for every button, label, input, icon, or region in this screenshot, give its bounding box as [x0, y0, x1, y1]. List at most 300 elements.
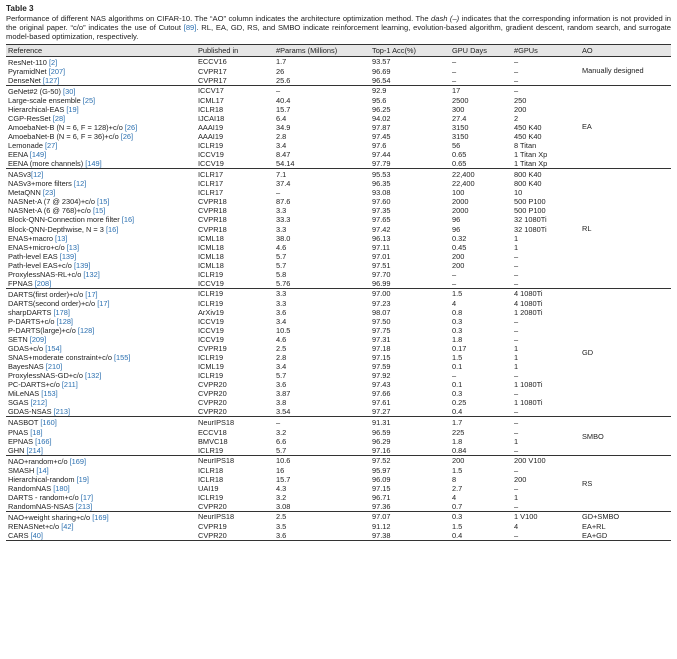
reference-name: GDAS-NSAS [8, 407, 54, 417]
cell-published-in: ICLR18 [198, 465, 224, 475]
cell-gpus: – [514, 483, 519, 493]
reference-citation[interactable]: [169] [69, 456, 87, 466]
cell-published-in: IJCAI18 [198, 113, 225, 123]
reference-citation[interactable]: [27] [44, 141, 58, 151]
cell-reference [6, 261, 196, 270]
reference-name: ENAS+micro+c/o [8, 242, 67, 252]
cell-gpu-days: – [452, 66, 457, 76]
cell-ao: GD [580, 288, 671, 417]
cell-reference [6, 511, 196, 522]
cell-gpu-days: 100 [452, 188, 465, 198]
cell-gpu-days: 96 [452, 215, 461, 225]
cell-reference [6, 76, 196, 86]
cell-top1-acc: 91.12 [372, 522, 391, 531]
reference-citation[interactable]: [12] [31, 170, 44, 180]
table-row [6, 114, 671, 123]
cell-published-in: CVPR17 [198, 66, 227, 76]
cell-published-in: ICCV17 [196, 85, 274, 96]
table-row [6, 428, 671, 437]
cell-top1-acc: 97.44 [372, 150, 391, 160]
cell-gpus: 450 K40 [514, 122, 542, 132]
cell-gpu-days: 0.1 [452, 380, 463, 390]
reference-citation[interactable]: [128] [56, 316, 73, 326]
reference-citation[interactable]: [212] [30, 398, 48, 408]
cell-gpu-days: 1.5 [452, 353, 463, 363]
cell-params: 3.2 [276, 427, 287, 437]
cell-gpus: – [514, 75, 519, 85]
reference-citation[interactable]: [13] [55, 233, 68, 243]
cell-top1-acc: 94.02 [372, 113, 391, 123]
cell-gpus: 1 1080Ti [514, 398, 543, 408]
cell-reference [6, 215, 196, 224]
reference-name: SMASH [8, 465, 37, 475]
cell-reference [6, 417, 196, 428]
reference-name: EPNAS [8, 436, 36, 446]
cell-gpu-days: 225 [452, 427, 465, 437]
cell-gpus: 1 [514, 242, 519, 252]
cell-params: 33.3 [276, 215, 291, 225]
cell-gpus: – [514, 269, 519, 279]
cell-published-in: ICLR19 [198, 269, 224, 279]
cell-top1-acc: 97.50 [372, 316, 391, 326]
cell-published-in: CVPR18 [198, 206, 227, 216]
reference-name: ResNet-110 [8, 57, 49, 67]
reference-citation[interactable]: [178] [53, 307, 70, 317]
cell-gpus: – [514, 66, 519, 76]
cell-top1-acc: 97.15 [372, 483, 391, 493]
cell-gpus: 1 2080Ti [514, 307, 543, 317]
cell-params: 5.7 [276, 371, 287, 381]
cell-top1-acc: 97.16 [372, 445, 391, 455]
cell-published-in: ICCV19 [198, 150, 224, 160]
reference-name: NASNet-A (7 @ 2304)+c/o [8, 197, 98, 207]
cell-gpus: – [514, 260, 519, 270]
cell-gpus: – [514, 407, 519, 417]
cell-ao: GD+SMBO [580, 511, 671, 522]
cell-reference [6, 362, 196, 371]
cell-reference [6, 502, 196, 512]
reference-citation[interactable]: [213] [53, 407, 71, 417]
cell-reference [6, 96, 196, 105]
reference-citation[interactable]: [169] [92, 512, 109, 522]
cell-reference [6, 67, 196, 76]
table-row [6, 417, 671, 428]
cell-gpus: – [514, 445, 519, 455]
table-row [6, 67, 671, 76]
cell-params: 10.5 [276, 326, 291, 336]
caption-text: Performance of different NAS algorithms on CIFAR-10. The “AO” column indicates the architecture optimization method. The [6, 14, 432, 23]
cell-published-in: ECCV18 [198, 427, 227, 437]
cell-published-in: UAI19 [198, 483, 219, 493]
cell-top1-acc: 97.45 [372, 132, 391, 142]
reference-citation[interactable]: [16] [121, 215, 135, 225]
cell-published-in: CVPR20 [198, 398, 227, 408]
cell-gpu-days: – [452, 75, 457, 85]
cell-gpu-days: 0.17 [452, 344, 467, 354]
reference-citation[interactable]: [40] [30, 531, 43, 541]
caption-text: . RL, EA, GD, RS, and SMBO indicate reinforcement learning, evolution-based algorithm, gradient descent, random search, and surrogate model-based optimization, respectively. [6, 23, 671, 42]
reference-citation[interactable]: [160] [40, 418, 57, 428]
cell-gpu-days: 1.7 [450, 417, 512, 428]
reference-citation[interactable]: [14] [36, 465, 49, 475]
cell-published-in: CVPR18 [198, 197, 227, 207]
table-row [6, 437, 671, 446]
cell-gpu-days: 1.8 [452, 436, 463, 446]
cell-gpu-days: 1.5 [450, 288, 512, 299]
reference-citation[interactable]: [28] [52, 113, 66, 123]
table-row [6, 326, 671, 335]
cell-gpu-days: 0.32 [452, 233, 467, 243]
cell-reference [6, 531, 196, 541]
reference-citation[interactable]: [149] [85, 159, 102, 169]
cell-gpus: 32 1080Ti [514, 224, 547, 234]
cell-top1-acc: 96.54 [372, 75, 391, 85]
table-row [6, 475, 671, 484]
cell-gpus: 1 [514, 344, 519, 354]
cell-gpus: – [514, 326, 519, 336]
table-row [6, 380, 671, 389]
reference-name: GeNet#2 (G-50) [8, 86, 64, 96]
cell-top1-acc: 97.79 [372, 159, 391, 169]
cell-gpu-days: 0.4 [450, 531, 512, 541]
nas-results-table [6, 44, 671, 541]
cell-published-in: ECCV16 [196, 56, 274, 67]
reference-name: RandomNAS [8, 483, 54, 493]
cell-params: – [274, 417, 370, 428]
cell-published-in: ICML17 [198, 95, 224, 105]
table-row [6, 317, 671, 326]
reference-citation[interactable]: [214] [26, 445, 43, 455]
table-row [6, 85, 671, 96]
reference-citation[interactable]: [132] [83, 269, 100, 279]
reference-citation[interactable]: [213] [75, 501, 93, 511]
reference-name: BayesNAS [8, 362, 46, 372]
cell-top1-acc: 97.15 [372, 353, 391, 363]
cell-ao: EA [580, 85, 671, 168]
cell-top1-acc: 97.70 [372, 269, 391, 279]
reference-name: GDAS+c/o [8, 344, 46, 354]
table-row [6, 288, 671, 299]
reference-name: DARTS(first order)+c/o [8, 289, 86, 299]
table-row [6, 511, 671, 522]
table-row [6, 141, 671, 150]
cell-reference [6, 243, 196, 252]
reference-name: FPNAS [8, 278, 35, 288]
reference-citation[interactable]: [153] [41, 389, 58, 399]
cell-params: – [274, 85, 370, 96]
cell-params: 3.3 [276, 206, 287, 216]
reference-name: SNAS+moderate constraint+c/o [8, 353, 114, 363]
cell-published-in: ICCV19 [198, 278, 224, 288]
reference-citation[interactable]: [209] [29, 335, 47, 345]
reference-citation[interactable]: [2] [48, 57, 58, 67]
reference-name: DARTS - random+c/o [8, 492, 81, 502]
cell-params: 3.6 [274, 531, 370, 541]
cell-gpus: 200 [514, 474, 527, 484]
reference-name: NASBOT [8, 418, 41, 428]
reference-citation[interactable]: [17] [80, 492, 94, 502]
cell-ao: EA+GD [580, 531, 671, 541]
cell-top1-acc: 97.61 [372, 398, 391, 408]
reference-citation[interactable]: [13] [66, 242, 80, 252]
cell-top1-acc: 97.18 [372, 344, 391, 354]
reference-name: Block-QNN-Connection more filter [8, 215, 122, 225]
cell-published-in: ICCV19 [198, 316, 224, 326]
reference-citation[interactable]: [211] [61, 380, 78, 390]
cell-top1-acc: 93.08 [372, 188, 391, 198]
header-ao: AO [580, 44, 671, 56]
cell-top1-acc: 97.31 [372, 335, 391, 345]
cell-gpus: – [514, 316, 519, 326]
reference-citation[interactable]: [42] [61, 522, 74, 531]
cell-reference [6, 407, 196, 417]
reference-citation[interactable]: [154] [45, 344, 62, 354]
cell-published-in: ICLR19 [198, 492, 224, 502]
cell-published-in: NeurIPS18 [196, 417, 274, 428]
reference-name: P-DARTS(large)+c/o [8, 326, 78, 336]
cell-top1-acc: 97.87 [372, 122, 391, 132]
reference-citation[interactable]: [139] [73, 260, 91, 270]
reference-citation[interactable]: [149] [29, 150, 47, 160]
cell-params: 3.4 [276, 141, 287, 151]
cell-params: 3.54 [276, 407, 291, 417]
cell-top1-acc: 96.29 [372, 436, 391, 446]
reference-citation[interactable]: [18] [30, 427, 43, 437]
reference-citation[interactable]: [16] [105, 224, 119, 234]
cell-gpu-days: – [452, 371, 457, 381]
cell-params: 8.47 [276, 150, 291, 160]
cell-top1-acc: 97.01 [372, 251, 391, 261]
table-header-row [6, 44, 671, 56]
reference-citation[interactable]: [127] [42, 75, 60, 85]
reference-name: GHN [8, 445, 27, 455]
cell-params: 2.5 [276, 344, 287, 354]
reference-name: PyramidNet [8, 66, 49, 76]
reference-citation[interactable]: [180] [53, 483, 70, 493]
reference-citation[interactable]: [23] [42, 188, 56, 198]
cell-reference [6, 234, 196, 243]
cell-top1-acc: 96.09 [372, 474, 391, 484]
cell-params: 5.7 [276, 445, 287, 455]
cell-top1-acc: 98.07 [372, 307, 391, 317]
reference-name: PC-DARTS+c/o [8, 380, 62, 390]
table-row [6, 96, 671, 105]
cell-gpus: – [514, 465, 519, 475]
cell-params: 7.1 [274, 169, 370, 180]
table-row [6, 243, 671, 252]
table-label: Table 3 [6, 4, 34, 13]
cell-gpus: 10 [514, 188, 523, 198]
cell-params: 40.4 [276, 95, 291, 105]
cell-params: 3.8 [276, 398, 287, 408]
cell-gpus: 800 K40 [514, 179, 542, 189]
cell-reference [6, 380, 196, 389]
cell-ao: RL [580, 169, 671, 289]
cell-gpu-days: 300 [452, 104, 465, 114]
cell-gpu-days: 0.65 [452, 150, 467, 160]
cell-params: 3.3 [276, 298, 287, 308]
cell-reference [6, 317, 196, 326]
cell-top1-acc: 97.59 [372, 362, 391, 372]
cell-published-in: CVPR20 [196, 531, 274, 541]
reference-citation[interactable]: [25] [82, 95, 96, 105]
cell-params: 6.6 [276, 436, 287, 446]
reference-name: DARTS(second order)+c/o [8, 298, 98, 308]
cell-gpu-days: 200 [452, 251, 465, 261]
cell-published-in: ICLR17 [196, 169, 274, 180]
cell-published-in: CVPR17 [198, 75, 227, 85]
cell-ao: EA+RL [582, 522, 606, 531]
header-top1-acc: Top-1 Acc(%) [370, 44, 450, 56]
cell-published-in: CVPR18 [198, 215, 227, 225]
table-row [6, 362, 671, 371]
cell-published-in: ICML18 [198, 251, 224, 261]
cell-reference [6, 484, 196, 493]
cell-top1-acc: 96.13 [372, 233, 391, 243]
cell-gpu-days: 0.3 [452, 326, 463, 336]
table-row [6, 299, 671, 308]
reference-name: RENASNet+c/o [8, 522, 62, 531]
cell-params: 1.7 [274, 56, 370, 67]
reference-citation[interactable]: [17] [97, 298, 110, 308]
cell-gpus: 450 K40 [514, 132, 542, 142]
reference-citation[interactable]: [128] [77, 326, 95, 336]
cell-params: 2.5 [274, 511, 370, 522]
reference-citation[interactable]: [166] [35, 436, 52, 446]
cell-reference [6, 225, 196, 234]
cell-gpu-days: 1.5 [452, 465, 463, 475]
cell-published-in: CVPR20 [198, 380, 227, 390]
page [6, 4, 671, 541]
table-row [6, 105, 671, 114]
cell-published-in: ICLR19 [198, 445, 224, 455]
cell-gpus: 1 [514, 362, 519, 372]
cell-gpus: – [514, 251, 519, 261]
table-row [6, 56, 671, 67]
table-row [6, 484, 671, 493]
cell-reference [6, 344, 196, 353]
cell-top1-acc: 97.92 [372, 371, 391, 381]
cell-published-in: CVPR19 [198, 344, 227, 354]
table-row [6, 188, 671, 197]
reference-name: DenseNet [8, 75, 43, 85]
cell-params: 5.8 [276, 269, 287, 279]
reference-name: RandomNAS-NSAS [8, 501, 76, 511]
cell-gpus: – [512, 417, 580, 428]
cell-published-in: ICML19 [198, 362, 224, 372]
reference-citation[interactable]: [208] [34, 278, 52, 288]
cell-reference [6, 455, 196, 466]
reference-name: NASNet-A (6 @ 768)+c/o [8, 206, 93, 216]
cell-reference [6, 159, 196, 169]
reference-citation[interactable]: [26] [124, 122, 138, 132]
cell-params: 16 [276, 465, 285, 475]
cell-gpus: 1 [514, 233, 519, 243]
cell-gpus: 200 V100 [512, 455, 580, 466]
cell-gpus: 4 [514, 522, 519, 531]
cell-params: – [276, 188, 281, 198]
cell-top1-acc: 97.65 [372, 215, 391, 225]
reference-citation[interactable]: [19] [76, 474, 89, 484]
table-row [6, 225, 671, 234]
cell-params: 4.6 [276, 335, 287, 345]
cell-gpus: 250 [514, 95, 527, 105]
reference-name: AmoebaNet-B (N = 6, F = 128)+c/o [8, 122, 125, 132]
cell-params: 38.0 [276, 233, 291, 243]
reference-citation[interactable]: [30] [63, 86, 76, 96]
table-row [6, 150, 671, 159]
cell-reference [6, 85, 196, 96]
header-published-in: Published in [196, 44, 274, 56]
cell-reference [6, 308, 196, 317]
reference-citation[interactable]: [207] [48, 66, 66, 76]
reference-citation[interactable]: [210] [45, 362, 63, 372]
cell-gpu-days: 2500 [452, 95, 469, 105]
cell-gpu-days: 0.65 [452, 159, 467, 169]
cell-params: 3.4 [276, 362, 287, 372]
cell-params: 3.5 [276, 522, 287, 531]
reference-citation[interactable]: [17] [85, 289, 98, 299]
reference-citation[interactable]: [12] [73, 179, 87, 189]
reference-citation[interactable]: [132] [85, 371, 102, 381]
cell-published-in: ICLR19 [196, 288, 274, 299]
cell-published-in: ICLR19 [198, 141, 224, 151]
cell-published-in: ICLR19 [198, 298, 224, 308]
cell-reference [6, 141, 196, 150]
cell-gpus: 8 Titan [514, 141, 537, 151]
cell-gpus: 500 P100 [514, 197, 546, 207]
cell-params: 3.3 [274, 288, 370, 299]
cell-published-in: ICCV19 [198, 159, 224, 169]
reference-citation[interactable]: [19] [66, 104, 79, 114]
cell-top1-acc: 97.60 [372, 197, 391, 207]
table-row [6, 466, 671, 475]
cell-published-in: NeurIPS18 [196, 511, 274, 522]
table-row [6, 389, 671, 398]
header-gpu-days: GPU Days [450, 44, 512, 56]
caption-citation[interactable]: [89] [183, 23, 197, 33]
cell-published-in: ICLR17 [198, 188, 224, 198]
reference-name: SETN [8, 335, 30, 345]
reference-citation[interactable]: [15] [97, 197, 110, 207]
reference-citation[interactable]: [155] [114, 353, 131, 363]
reference-citation[interactable]: [139] [59, 251, 77, 261]
reference-name: SGAS [8, 398, 31, 408]
table-row [6, 215, 671, 224]
reference-citation[interactable]: [26] [120, 132, 134, 142]
reference-name: MetaQNN [8, 188, 43, 198]
cell-reference [6, 206, 196, 215]
cell-params: 2.8 [276, 353, 287, 363]
cell-top1-acc: 96.99 [372, 278, 391, 288]
cell-params: 5.7 [276, 251, 287, 261]
cell-published-in: ICCV19 [198, 335, 224, 345]
cell-params: 3.2 [276, 492, 287, 502]
table-row [6, 371, 671, 380]
reference-citation[interactable]: [15] [92, 206, 106, 216]
cell-gpus: – [512, 531, 580, 541]
table-body [6, 56, 671, 540]
cell-published-in: ICML18 [198, 260, 224, 270]
cell-gpus: 1 [514, 353, 519, 363]
cell-published-in: ICLR19 [198, 371, 224, 381]
cell-published-in: ICLR18 [198, 474, 224, 484]
reference-name: ProxylessNAS-RL+c/o [8, 269, 84, 279]
table-row [6, 344, 671, 353]
reference-name: NASv3+more filters [8, 179, 74, 189]
cell-gpus: – [512, 85, 580, 96]
cell-gpus: 2 [514, 113, 519, 123]
